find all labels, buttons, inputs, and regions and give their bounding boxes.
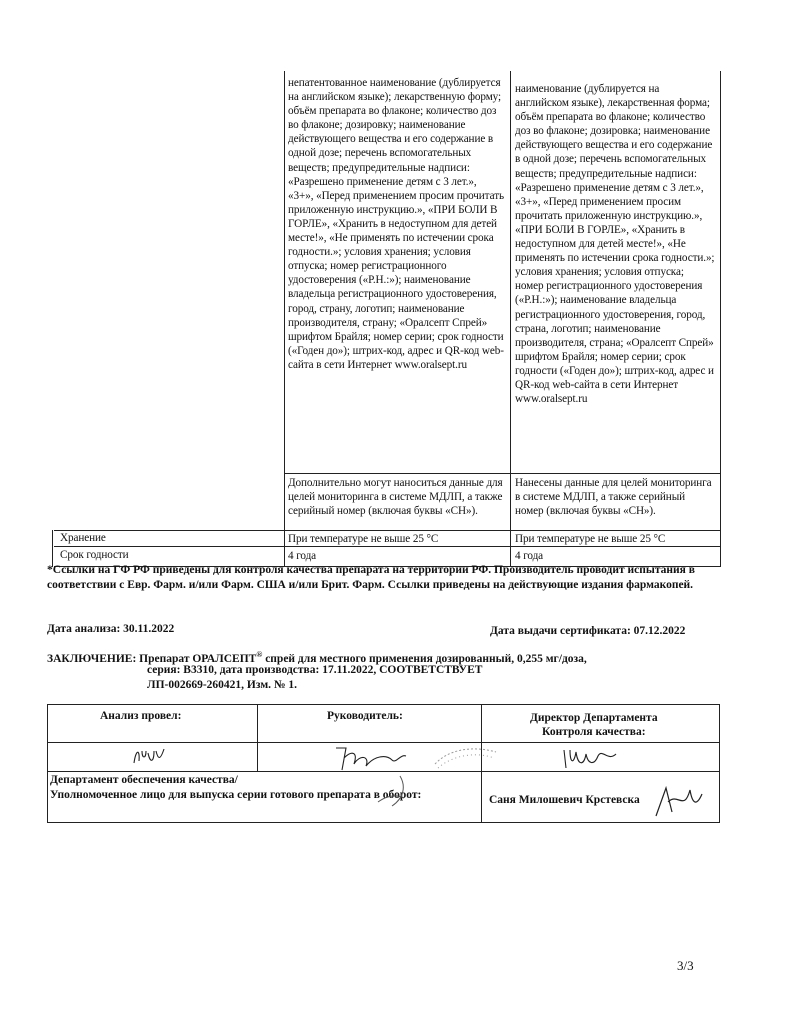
storage-requirement: При температуре не выше 25 °С <box>288 533 439 545</box>
qa-person-name: Саня Милошевич Крстевска <box>489 794 640 806</box>
director-label: Директор Департамента Контроля качества: <box>530 712 658 738</box>
footnote: *Ссылки на ГФ РФ приведены для контроля качества препарата на территории РФ. Производитель проводит испытания в соответствии с Евр. Фарм. и/или Фарм. США и/или Брит. Фарм. Ссылки приведены на действующие издания фармакопей. <box>47 564 695 591</box>
director-signature <box>560 744 620 772</box>
table-border-right <box>720 71 721 567</box>
certificate-issue-date: Дата выдачи сертификата: 07.12.2022 <box>490 625 686 637</box>
analyst-signature <box>130 745 170 769</box>
table-border-mid-col <box>510 71 511 567</box>
qa-person-signature <box>650 782 706 822</box>
shelf-life-label: Срок годности <box>60 549 129 561</box>
table-rule <box>284 473 721 474</box>
stamp-mark <box>430 742 500 772</box>
requirement-content-text: непатентованное наименование (дублируется на английском языке); лекарственную форму; объём препарата во флаконе; количество доз во флаконе; дозировку; наименование действующего вещества и его содержание в одной дозе; перечень вспомогательных веществ; предупредительные надписи: «Разрешено применение детям с 3 лет.», «3+», «Перед применением просим прочитать приложенную инструкцию.», «ПРИ БОЛИ В ГОРЛЕ», «Хранить в недоступном для детей месте!», «Не применять по истечении срока годности.»; условия хранения; условия отпуска; номер регистрационного удостоверения («Р.Н.:»); наименование владельца регистрационного удостоверения, город, страну, логотип; наименование производителя, страну; «Оралсепт Спрей» шрифтом Брайля; номер серии; срок годности («Годен до»); штрих-код, адрес и QR-код web-сайта в сети Интернет www.oralsept.ru <box>288 77 504 371</box>
sig-col-divider <box>257 704 258 772</box>
registered-mark: ® <box>256 650 263 659</box>
analyst-label: Анализ провел: <box>100 710 182 722</box>
shelf-life-result: 4 года <box>515 550 544 562</box>
qa-department-label: Департамент обеспечения качества/ Уполномоченное лицо для выпуска серии готового препарата в оборот: <box>50 774 422 801</box>
conclusion-product-form: спрей для местного применения дозированный, 0,255 мг/доза, <box>262 652 587 665</box>
qa-dept-signature-mark <box>370 772 420 812</box>
table-rule <box>52 530 53 567</box>
table-rule <box>54 546 721 547</box>
conclusion-product: Препарат ОРАЛСЕПТ <box>136 652 257 665</box>
head-signature <box>330 740 410 774</box>
page-number: 3/3 <box>677 958 694 973</box>
conclusion-line-3: ЛП-002669-260421, Изм. № 1. <box>147 679 297 691</box>
conclusion-label: ЗАКЛЮЧЕНИЕ: <box>47 652 137 665</box>
shelf-life-requirement: 4 года <box>288 550 317 562</box>
storage-label: Хранение <box>60 532 106 544</box>
result-content-text: наименование (дублируется на английском языке), лекарственная форма; объём препарата во флаконе; количество доз во флаконе; дозировка; наименование действующего вещества и его содержание в одной дозе; перечень вспомогательных веществ; предупредительные надписи: «Разрешено применение детям с 3 лет.», «3+», «Перед применением просим прочитать приложенную инструкцию.», «ПРИ БОЛИ В ГОРЛЕ», «Хранить в недоступном для детей месте!», «Не применять по истечении срока годности.»; условия хранения; условия отпуска; номер регистрационного удостоверения («Р.Н.:»); наименование владельца регистрационного удостоверения, город, страна, логотип; наименование производителя, страна; «Оралсепт Спрей» шрифтом Брайля; номер серии; срок годности («Годен до»); штрих-код, адрес и QR-код web-сайта в сети Интернет www.oralsept.ru <box>515 83 715 406</box>
table-rule <box>54 530 721 531</box>
storage-result: При температуре не выше 25 °С <box>515 533 666 545</box>
analysis-date: Дата анализа: 30.11.2022 <box>47 623 175 635</box>
conclusion-line-2: серия: В3310, дата производства: 17.11.2022, СООТВЕТСТВУЕТ <box>147 664 483 676</box>
requirement-monitoring-text: Дополнительно могут наноситься данные для целей мониторинга в системе МДЛП, а также серийный номер (включая буквы «СН»). <box>288 477 503 518</box>
result-monitoring-text: Нанесены данные для целей мониторинга в системе МДЛП, а также серийный номер (включая буквы «СН»). <box>515 477 712 518</box>
head-label: Руководитель: <box>327 710 403 722</box>
table-border-left-col <box>284 71 285 567</box>
